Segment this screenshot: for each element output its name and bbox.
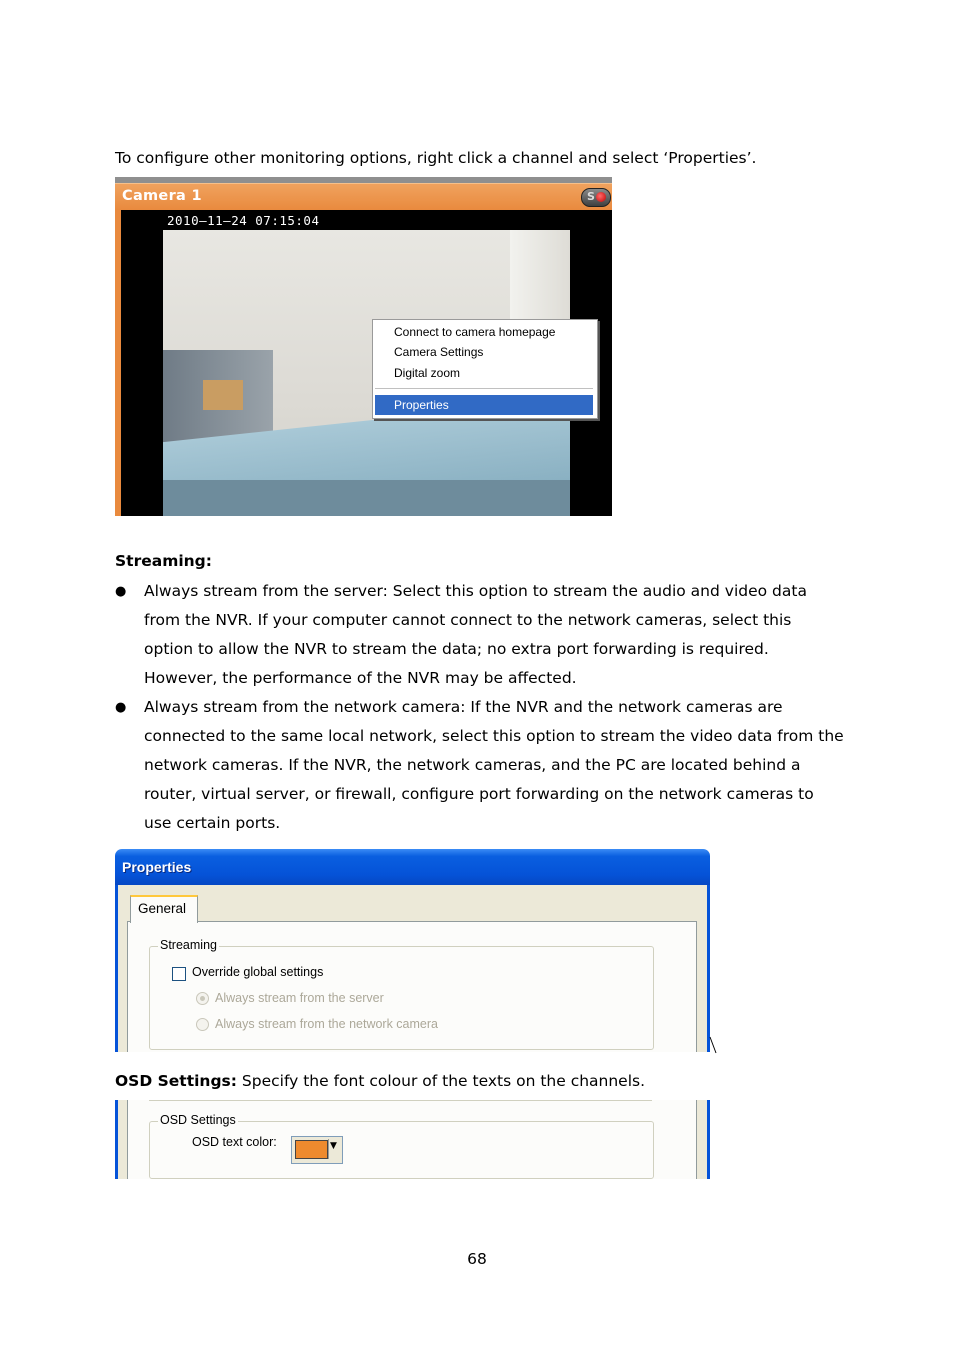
- bullet-text: Always stream from the network camera: If the NVR and the network cameras are connected to the same local network, select this option to stream the video data from the network cameras. If the NVR, the network cameras, and the PC are located behind a router, virtual server, or firewall, configure port forwarding on the network cameras to use certain ports.: [144, 698, 844, 832]
- osd-group-label: OSD Settings: [160, 1113, 236, 1127]
- menu-item-connect-homepage[interactable]: Connect to camera homepage: [394, 325, 556, 339]
- video-box: [203, 380, 243, 410]
- streaming-heading: Streaming:: [115, 552, 212, 570]
- context-menu: [372, 319, 598, 419]
- properties-dialog: [115, 849, 710, 1052]
- streaming-group: [149, 938, 654, 1050]
- osd-label-rest: Specify the font colour of the texts on the channels.: [236, 1072, 646, 1090]
- osd-text-color-label: OSD text color:: [192, 1135, 277, 1149]
- bullet-icon: ●: [115, 584, 127, 599]
- radio-stream-camera[interactable]: [196, 1018, 209, 1031]
- osd-color-picker[interactable]: [291, 1136, 343, 1164]
- tab-general[interactable]: [130, 895, 198, 923]
- osd-label-bold: OSD Settings:: [115, 1072, 237, 1090]
- radio-selected-dot: [200, 996, 205, 1001]
- tab-panel-general: [127, 921, 697, 1052]
- camera-frame-side: [115, 209, 121, 516]
- camera-title-bar: [115, 183, 612, 210]
- properties-body: [115, 885, 710, 1052]
- osd-description: [115, 1072, 645, 1090]
- osd-body: [115, 1100, 710, 1179]
- chevron-down-icon: ▼: [330, 1141, 337, 1151]
- streaming-group-label: Streaming: [160, 938, 217, 952]
- menu-item-properties-label: Properties: [394, 398, 449, 412]
- override-label: Override global settings: [192, 965, 324, 979]
- properties-title: Properties: [122, 859, 192, 875]
- menu-item-digital-zoom[interactable]: Digital zoom: [394, 366, 461, 380]
- camera-timestamp: 2010–11–24 07:15:04: [167, 213, 320, 228]
- stray-mark: [708, 1036, 718, 1054]
- record-dot-icon: [596, 192, 606, 202]
- menu-separator: [375, 388, 593, 389]
- record-button[interactable]: [581, 188, 611, 207]
- tab-general-label: General: [138, 901, 187, 916]
- radio-stream-server[interactable]: [196, 992, 209, 1005]
- record-label: S: [587, 190, 595, 203]
- menu-item-properties[interactable]: [375, 395, 593, 415]
- radio-stream-server-label: Always stream from the server: [215, 991, 384, 1005]
- osd-settings-panel: [115, 1100, 710, 1179]
- camera-view-screenshot: [115, 177, 612, 516]
- properties-title-bar[interactable]: [115, 849, 710, 885]
- video-floor: [163, 480, 570, 516]
- bullet-text: Always stream from the server: Select this option to stream the audio and video data from the NVR. If your computer cannot connect to the network cameras, select this option to allow the NVR to stream the data; no extra port forwarding is required. However, the performance of the NVR may be affected.: [144, 582, 807, 687]
- osd-color-swatch: [295, 1140, 328, 1159]
- menu-item-camera-settings[interactable]: Camera Settings: [394, 345, 484, 359]
- radio-stream-camera-label: Always stream from the network camera: [215, 1017, 438, 1031]
- osd-tab-panel: [127, 1100, 697, 1179]
- color-picker-divider: [328, 1139, 329, 1159]
- intro-text: To configure other monitoring options, right click a channel and select ‘Properties’.: [115, 149, 757, 167]
- camera-title: Camera 1: [122, 188, 202, 204]
- override-checkbox[interactable]: [172, 967, 186, 981]
- osd-group: [149, 1113, 654, 1179]
- page-number: 68: [467, 1250, 487, 1268]
- bullet-icon: ●: [115, 700, 127, 715]
- osd-divider: [149, 1100, 652, 1101]
